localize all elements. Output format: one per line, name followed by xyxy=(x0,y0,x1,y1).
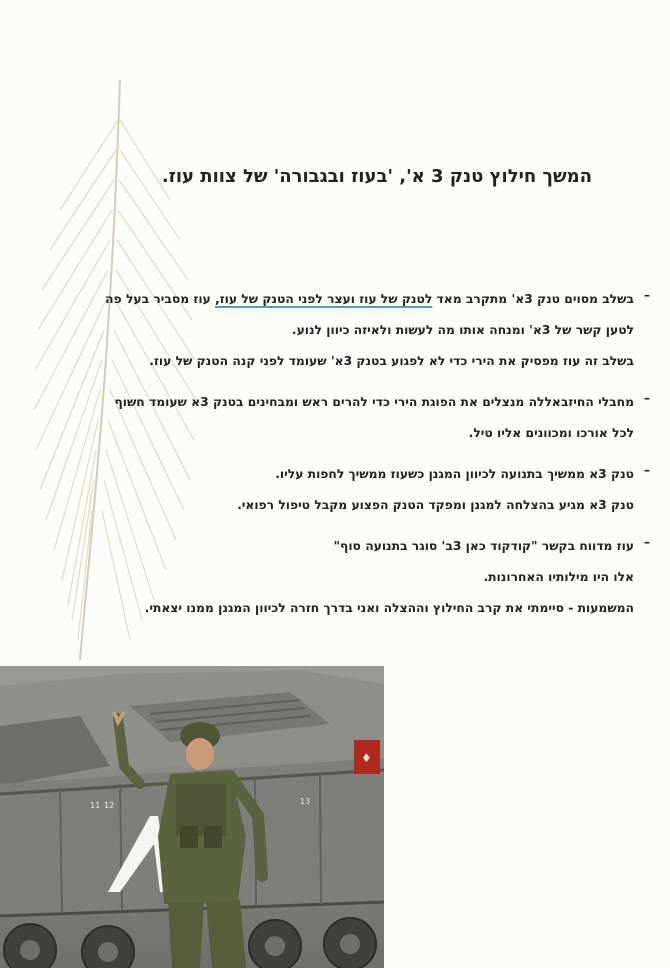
text-line: מחבלי החיזבאללה מנצלים את הפוגת הירי כדי להרים ראש ומבחינים בטנק 3א שעומד חשוף xyxy=(114,395,634,409)
text-line: בשלב מסוים טנק 3א' מתקרב מאד לטנק של עוז ועצר לפני הטנק של עוז, עוז מסביר בעל פה xyxy=(105,292,634,306)
text-line: עוז מדווח בקשר "קודקוד כאן 3ב' סוגר בתנועה סוף" xyxy=(333,539,634,553)
page-title: המשך חילוץ טנק 3 א', 'בעוז ובגבורה' של צוות עוז. xyxy=(161,166,592,187)
bullet-dash: – xyxy=(643,463,650,477)
bullet-dash: – xyxy=(643,391,650,405)
text-line: בשלב זה עוז מפסיק את הירי כדי לא לפגוע בטנק 3א' שעומד לפני קנה הטנק של עוז. xyxy=(149,354,634,368)
text-line: לכל אורכו ומכוונים אליו טיל. xyxy=(468,426,634,440)
paragraph-3 xyxy=(44,463,650,525)
panel-number-11: 11 xyxy=(90,801,101,810)
panel-number-12: 12 xyxy=(104,801,115,810)
text-line: טנק 3א מגיע בהצלחה למגנן ומפקד הטנק הפצוע מקבל טיפול רפואי. xyxy=(237,498,634,512)
text-line: המשמעות - סיימתי את קרב החילוץ וההצלה ואני בדרך חזרה לכיוון המגנן ממנו יצאתי. xyxy=(144,601,634,615)
bullet-dash: – xyxy=(643,288,650,302)
tank-photo xyxy=(0,666,384,968)
tank-photo-illustration xyxy=(0,666,384,968)
panel-number-13: 13 xyxy=(300,797,311,806)
red-plate-mark: ♦ xyxy=(361,751,372,765)
bullet-dash: – xyxy=(643,535,650,549)
underlined-text: לטנק של עוז ועצר לפני הטנק של עוז, xyxy=(215,292,433,306)
text-line: טנק 3א ממשיך בתנועה לכיוון המגנן כשעוז ממשיך לחפות עליו. xyxy=(275,467,634,481)
body-text xyxy=(44,288,650,628)
paragraph-1 xyxy=(44,288,650,381)
paragraph-4 xyxy=(44,535,650,628)
text-line: לטען קשר של 3א' ומנחה אותו מה לעשות ולאיזה כיוון לנוע. xyxy=(291,323,634,337)
paragraph-2 xyxy=(44,391,650,453)
text-line: אלו היו מילותיו האחרונות. xyxy=(483,570,634,584)
